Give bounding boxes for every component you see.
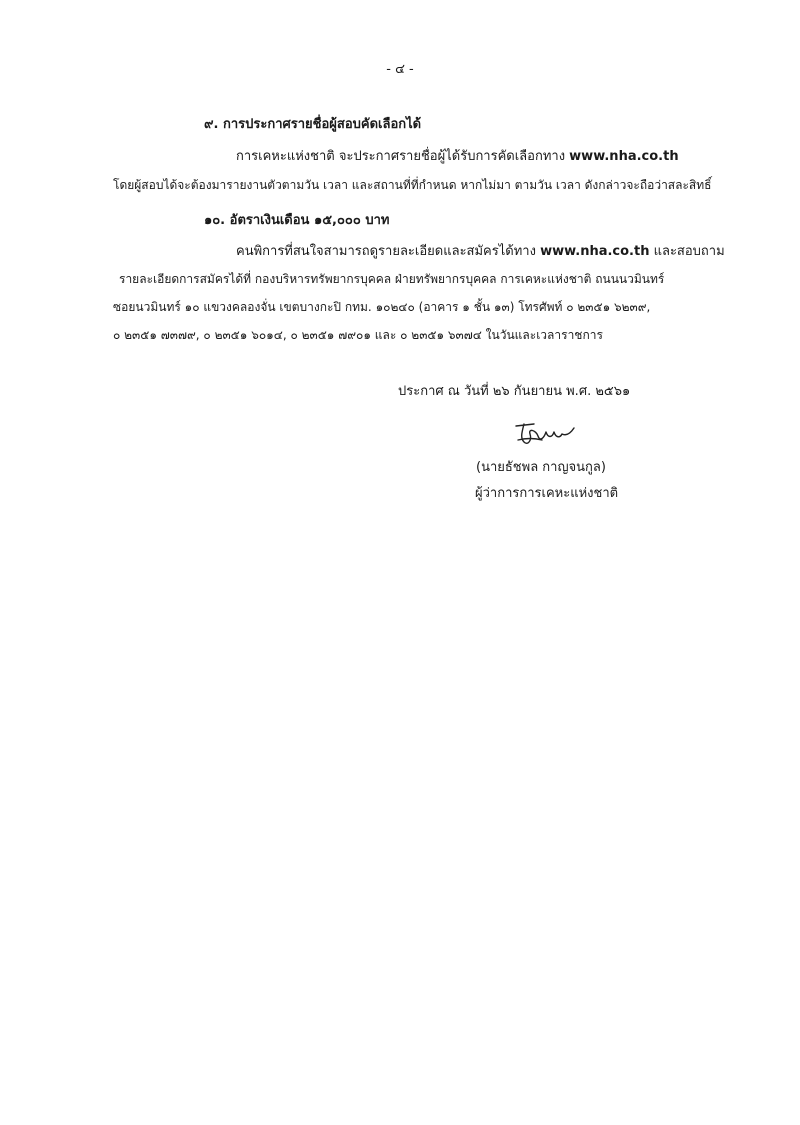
section-10-line-1-text: คนพิการที่สนใจสามารถดูรายละเอียดและสมัครได้ทาง xyxy=(236,244,541,259)
nha-url-link-1[interactable]: www.nha.co.th xyxy=(569,149,679,164)
section-9-line-1-text: การเคหะแห่งชาติ จะประกาศรายชื่อผู้ได้รับการคัดเลือกทาง xyxy=(236,149,570,164)
section-10-line-2: รายละเอียดการสมัครได้ที่ กองบริหารทรัพยากรบุคคล ฝ่ายทรัพยากรบุคคล การเคหะแห่งชาติ ถนนนวมินทร์ xyxy=(119,272,665,286)
section-10-line-4: ๐ ๒๓๕๑ ๗๓๗๙, ๐ ๒๓๕๑ ๖๐๑๔, ๐ ๒๓๕๑ ๗๙๐๑ และ ๐ ๒๓๕๑ ๖๓๗๔ ในวันและเวลาราชการ xyxy=(113,328,603,342)
section-9-line-1 xyxy=(236,148,679,166)
signature-image xyxy=(512,416,582,450)
section-9-line-2: โดยผู้สอบได้จะต้องมารายงานตัวตามวัน เวลา และสถานที่ที่กำหนด หากไม่มา ตามวัน เวลา ดังกล่าวจะถือว่าสละสิทธิ์ xyxy=(113,178,712,192)
section-10-line-1 xyxy=(236,243,725,261)
section-10-heading: ๑๐. อัตราเงินเดือน ๑๕,๐๐๐ บาท xyxy=(204,213,390,228)
section-10-line-3: ซอยนวมินทร์ ๑๐ แขวงคลองจั่น เขตบางกะปิ กทม. ๑๐๒๔๐ (อาคาร ๑ ชั้น ๑๓) โทรศัพท์ ๐ ๒๓๕๑ ๖๒๓๙, xyxy=(113,300,651,314)
section-10-line-1-tail: และสอบถาม xyxy=(649,244,725,259)
page-number: - ๔ - xyxy=(386,62,414,77)
nha-url-link-2[interactable]: www.nha.co.th xyxy=(540,244,650,259)
section-9-heading: ๙. การประกาศรายชื่อผู้สอบคัดเลือกได้ xyxy=(204,117,422,132)
announcement-date: ประกาศ ณ วันที่ ๒๖ กันยายน พ.ศ. ๒๕๖๑ xyxy=(398,384,631,399)
signer-title: ผู้ว่าการการเคหะแห่งชาติ xyxy=(475,486,619,501)
signer-name: (นายธัชพล กาญจนกูล) xyxy=(476,460,606,475)
